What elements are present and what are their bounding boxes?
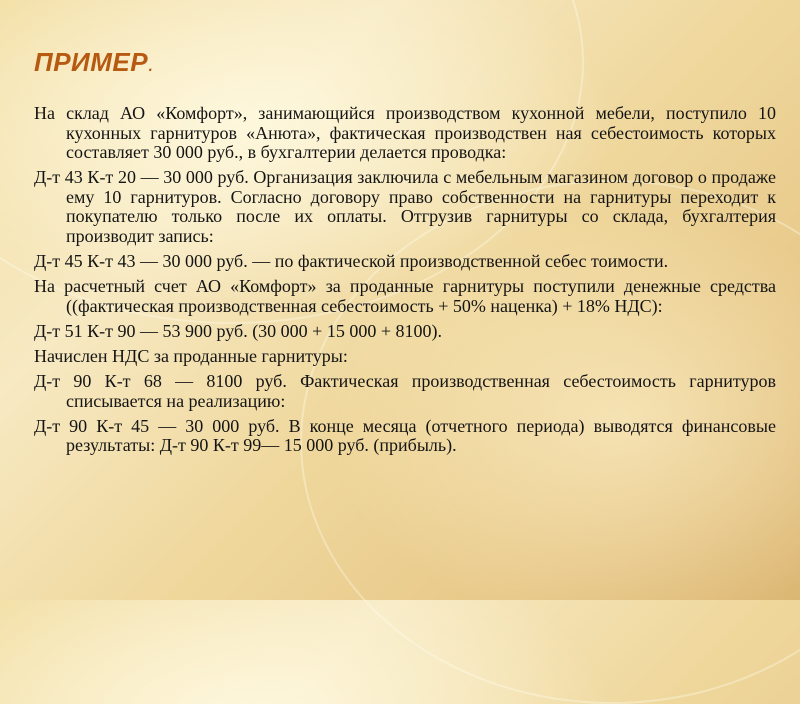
paragraph-payment: На расчетный счет АО «Комфорт» за проданные гарнитуры поступили денежные средства ((фактическая производственная себестоимость + 50% наценка) + 18% НДС): [34,276,776,316]
slide-title-text: ПРИМЕР [34,47,149,77]
paragraph-payment-entry: Д-т 51 К-т 90 — 53 900 руб. (30 000 + 15 000 + 8100). [34,320,442,341]
slide-title-suffix: . [148,51,155,76]
paragraph-shipment-entry: Д-т 45 К-т 43 — 30 000 руб. — по фактической производственной себес тоимости. [34,251,669,272]
paragraph-contract: Д-т 43 К-т 20 — 30 000 руб. Организация заключила с мебельным магазином договор о продаже ему 10 гарнитуров. Согласно договору право собственности на гарнитуры переходит к покупателю только после их оплаты. Отгрузив гарнитуры со склада, бухгалтерия производит запись: [34,167,776,247]
slide-body [34,104,776,462]
paragraph-vat-entry: Д-т 90 К-т 68 — 8100 руб. Фактическая производственная себестоимость гарнитуров списывается на реализацию: [34,371,776,411]
slide-title [34,47,155,78]
paragraph-receipt: На склад АО «Комфорт», занимающийся производством кухонной мебели, поступило 10 кухонных гарнитуров «Анюта», фактическая производствен ная себестоимость которых составляет 30 000 руб., в бухгалтерии делается проводка: [34,103,776,163]
paragraph-result-entry: Д-т 90 К-т 45 — 30 000 руб. В конце месяца (отчетного периода) выводятся финансовые результаты: Д-т 90 К-т 99— 15 000 руб. (прибыль). [34,415,776,456]
paragraph-vat: Начислен НДС за проданные гарнитуры: [34,346,348,367]
